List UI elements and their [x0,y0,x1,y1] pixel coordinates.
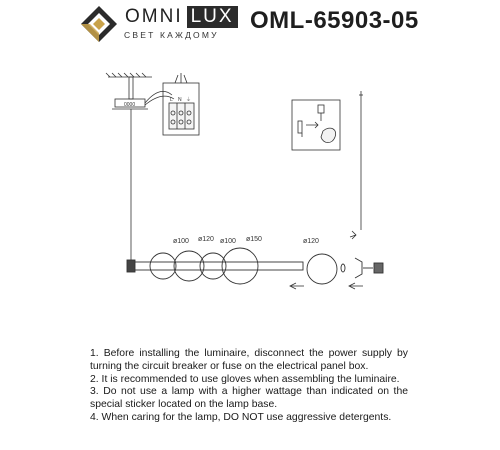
arrow-left-icon-2 [349,283,363,289]
omnilux-logo-icon [79,4,119,44]
brand-lux: LUX [187,6,238,28]
suspension-cable-detail [350,91,363,239]
dim-label-150: ø150 [246,236,262,243]
dim-label-120-detail: ø120 [303,238,319,245]
lamp-body [127,248,303,284]
brand-name [125,6,238,28]
dim-label-100-b: ø100 [220,238,236,245]
glove-installation-detail [292,100,340,150]
installation-drawing [0,55,500,340]
note-item: 3. Do not use a lamp with a higher wattage than indicated on the special sticker located on the lamp base. [90,386,408,411]
note-item: 4. When caring for the lamp, DO NOT use aggressive detergents. [90,411,392,423]
wiring-label-n: N [178,97,182,103]
brand-tagline: СВЕТ КАЖДОМУ [124,30,219,40]
installation-notes [90,348,408,425]
note-item: 1. Before installing the luminaire, disconnect the power supply by turning the circuit breaker or fuse on the electrical panel box. [90,348,408,372]
wiring-label-ground: ⏚ [186,97,192,103]
ceiling-label: 0000 [124,102,136,108]
note-item: 2. It is recommended to use gloves when assembling the luminaire. [90,373,400,385]
dim-label-100-a: ø100 [173,238,189,245]
header [0,0,500,50]
dim-label-120-a: ø120 [198,236,214,243]
arrow-left-icon [290,283,304,289]
ring-detail [307,254,383,284]
terminal-block-detail [163,73,199,135]
brand-omni: OMNI [125,6,183,27]
wiring-label-l: L [170,97,173,103]
model-number: OML-65903-05 [250,7,419,34]
